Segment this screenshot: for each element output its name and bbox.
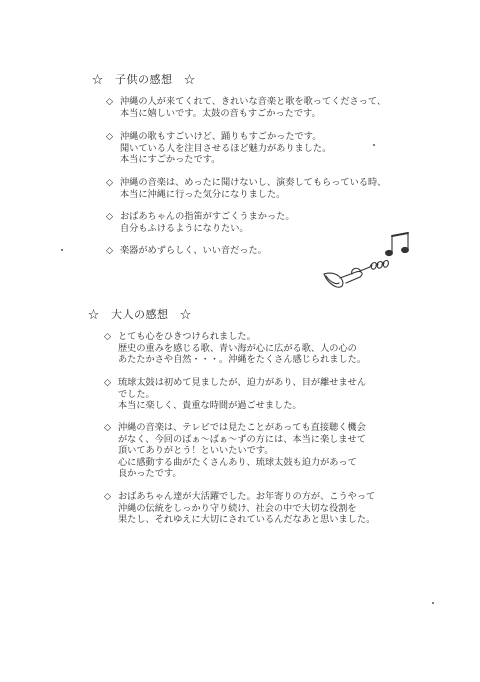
comment-line: 沖縄の歌もすごいけど、踊りもすごかったです。: [120, 131, 322, 142]
comment-line: 本当にすごかったです。: [120, 154, 221, 165]
comment-line: 琉球太鼓は初めて見ましたが、迫力があり、目が離せません: [118, 377, 367, 388]
comment-line: おばあちゃんの指笛がすごくうまかった。: [120, 211, 295, 222]
comment-line: 沖縄の人が来てくれて、きれいな音楽と歌を歌ってくださって、: [120, 96, 387, 107]
comment-line: 楽器がめずらしく、いい音だった。: [120, 245, 267, 256]
comment-line: 本当に楽しく、貴重な時間が過ごせました。: [118, 400, 302, 411]
comment-line: 本当に沖縄に行った気分になりました。: [120, 188, 286, 200]
comment-line: がなく、今回のばぁ～ばぁ～ずの方には、本当に楽しませて: [118, 433, 366, 445]
diamond-bullet-icon: ◇: [106, 245, 114, 256]
comment-item: [104, 377, 414, 412]
diamond-bullet-icon: ◇: [104, 491, 112, 502]
comment-line: 頂いてありがとう！といいたいです。: [118, 445, 274, 456]
diamond-bullet-icon: ◇: [106, 131, 114, 142]
comment-line: 良かったです。: [118, 468, 182, 479]
diamond-bullet-icon: ◇: [104, 377, 112, 388]
comment-item: [104, 331, 414, 366]
comment-line: 果たし、それゆえに大切にされているんだなあと思いました。: [118, 514, 376, 525]
comment-line: 自分もふけるようになりたい。: [120, 222, 249, 234]
comment-item: [106, 177, 416, 200]
scan-speck: [61, 249, 63, 251]
comment-line: 聞いている人を注目させるほど魅力がありました。: [120, 142, 332, 154]
comment-line: 沖縄の伝統をしっかり守り続け、社会の中で大切な役割を: [118, 502, 357, 514]
comment-item: [104, 491, 414, 526]
comment-line: 沖縄の音楽は、テレビでは見たことがあっても直接聴く機会: [118, 422, 366, 433]
comment-line: でした。: [118, 388, 155, 400]
comment-line: 本当に嬉しいです。太鼓の音もすごかったです。: [120, 107, 321, 119]
comment-line: 沖縄の音楽は、めったに聞けないし、演奏してもらっている時、: [120, 177, 387, 188]
section-title-adults: ☆ 大人の感想 ☆: [88, 308, 192, 321]
diamond-bullet-icon: ◇: [106, 211, 114, 222]
comment-line: 心に感動する曲がたくさんあり、琉球太鼓も迫力があって: [118, 456, 357, 468]
comment-line: おばあちゃん達が大活躍でした。お年寄りの方が、こうやって: [118, 491, 376, 502]
diamond-bullet-icon: ◇: [104, 422, 112, 433]
comment-line: とても心をひきつけられました。: [118, 331, 256, 342]
scan-speck: [373, 144, 375, 146]
comment-line: 歴史の重みを感じる歌、青い海が心に広がる歌、人の心の: [118, 342, 357, 354]
diamond-bullet-icon: ◇: [104, 331, 112, 342]
diamond-bullet-icon: ◇: [106, 177, 114, 188]
diamond-bullet-icon: ◇: [106, 96, 114, 107]
comment-item: [106, 131, 416, 166]
scan-speck: [432, 602, 434, 604]
comment-item: [104, 422, 414, 480]
comment-line: あたたかさや自然・・・。沖縄をたくさん感じられました。: [118, 354, 367, 365]
comment-item: [106, 96, 416, 119]
section-title-children: ☆ 子供の感想 ☆: [92, 73, 196, 86]
trumpet-with-music-notes-icon: [312, 230, 422, 302]
